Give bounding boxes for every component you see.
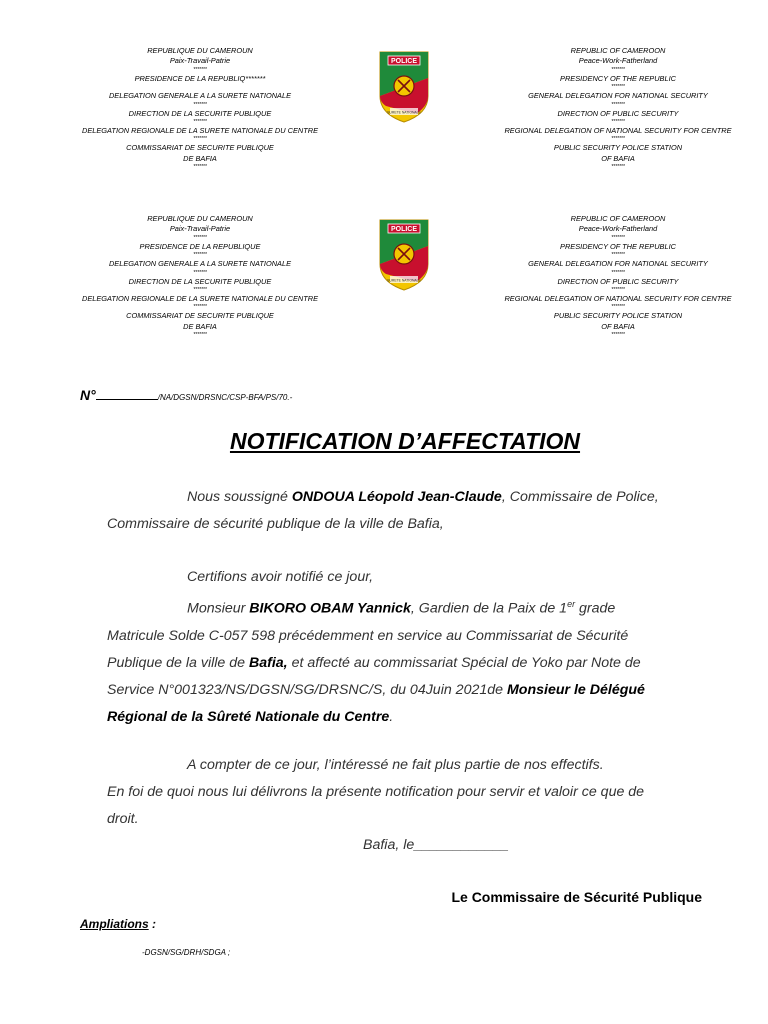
- text-run: Publique de la ville de: [107, 654, 249, 671]
- separator-stars: *******: [611, 119, 625, 126]
- body-line: En foi de quoi nous lui délivrons la présente notification pour servir et valoir ce que de: [107, 784, 645, 800]
- separator-stars: *******: [611, 269, 625, 276]
- motto-fr: Paix-Travail-Patrie: [169, 224, 231, 234]
- date-place-text: Bafia, le____________: [363, 837, 509, 853]
- commissioner-name: ONDOUA Léopold Jean-Claude: [291, 489, 502, 505]
- delegation-generale-fr: DELEGATION GENERALE A LA SURETE NATIONALE: [108, 91, 292, 101]
- superscript: er: [567, 599, 576, 609]
- body-line: Matricule Solde C-057 598 précédemment en service au Commissariat de Sécurité: [107, 627, 629, 644]
- direction-fr: DIRECTION DE LA SECURITE PUBLIQUE: [128, 276, 272, 286]
- commissariat-fr: COMMISSARIAT DE SECURITE PUBLIQUE: [126, 143, 274, 153]
- text-run: .: [389, 708, 394, 725]
- ampliation-recipient: -DGSN/SG/DRH/SDGA ;: [142, 948, 231, 957]
- reference-prefix: N°: [80, 387, 96, 403]
- body-line: droit.: [107, 811, 139, 827]
- commissariat-fr: COMMISSARIAT DE SECURITE PUBLIQUE: [126, 311, 274, 321]
- body-line: [107, 650, 702, 677]
- town-en: OF BAFIA: [601, 321, 635, 331]
- paragraph-certification: [107, 564, 702, 731]
- body-line: [107, 677, 702, 704]
- separator-stars: *******: [193, 101, 207, 108]
- text-run: Nous soussigné: [187, 489, 292, 505]
- delegate-title-bold: Régional de la Sûreté Nationale du Centre: [107, 708, 390, 725]
- text-run: , Gardien de la Paix de 1: [410, 600, 568, 617]
- regional-delegation-en: REGIONAL DELEGATION OF NATIONAL SECURITY FOR CENTRE: [504, 126, 732, 136]
- town-en: OF BAFIA: [601, 153, 635, 163]
- country-name-en: REPUBLIC OF CAMEROON: [570, 214, 666, 223]
- separator-stars: *******: [611, 252, 625, 259]
- body-line: A compter de ce jour, l’intéressé ne fait plus partie de nos effectifs.: [187, 757, 604, 773]
- direction-fr: DIRECTION DE LA SECURITE PUBLIQUE: [128, 108, 272, 118]
- body-line: [107, 484, 702, 511]
- separator-stars: *******: [611, 234, 625, 241]
- presidence-fr: PRESIDENCE DE LA REPUBLIQUE: [139, 241, 261, 251]
- motto-en: Peace-Work-Fatherland: [578, 56, 658, 66]
- separator-stars: *******: [611, 164, 625, 171]
- separator-stars: *******: [193, 332, 207, 339]
- body-line: [107, 591, 702, 623]
- country-name-fr: REPUBLIQUE DU CAMEROUN: [147, 214, 253, 223]
- header-english-column: [488, 214, 748, 339]
- regional-delegation-en: REGIONAL DELEGATION OF NATIONAL SECURITY FOR CENTRE: [504, 294, 732, 304]
- direction-en: DIRECTION OF PUBLIC SECURITY: [557, 276, 679, 286]
- presidency-en: PRESIDENCY OF THE REPUBLIC: [560, 241, 676, 251]
- police-emblem-icon: [376, 48, 432, 124]
- delegation-regionale-fr: DELEGATION REGIONALE DE LA SURETE NATIONALE DU CENTRE: [82, 294, 318, 304]
- separator-stars: *******: [193, 164, 207, 171]
- header-french-column: [70, 46, 330, 171]
- paragraph-undersigned: [107, 484, 702, 538]
- ville-fr: DE BAFIA: [183, 321, 217, 331]
- signatory-title: Le Commissaire de Sécurité Publique: [451, 889, 702, 905]
- station-en: PUBLIC SECURITY POLICE STATION: [553, 143, 683, 153]
- reference-number: [80, 387, 292, 405]
- separator-stars: *******: [193, 304, 207, 311]
- separator-stars: *******: [611, 287, 625, 294]
- text-run: Monsieur: [187, 600, 250, 617]
- text-run: grade: [575, 600, 616, 617]
- separator-stars: *******: [193, 287, 207, 294]
- separator-stars: *******: [193, 66, 207, 73]
- country-name-fr: REPUBLIQUE DU CAMEROUN: [147, 46, 253, 55]
- separator-stars: *******: [193, 119, 207, 126]
- emblem-police-text: POLICE: [390, 226, 418, 233]
- delegate-title-bold: Monsieur le Délégué: [506, 681, 645, 698]
- header-french-column: [70, 214, 330, 339]
- date-place-line: [363, 832, 663, 859]
- motto-en: Peace-Work-Fatherland: [578, 224, 658, 234]
- country-name-en: REPUBLIC OF CAMEROON: [570, 46, 666, 55]
- header-block-1: [0, 46, 768, 206]
- separator-stars: *******: [611, 332, 625, 339]
- motto-fr: Paix-Travail-Patrie: [169, 56, 231, 66]
- separator-stars: *******: [611, 136, 625, 143]
- separator-stars: *******: [193, 252, 207, 259]
- general-delegation-en: GENERAL DELEGATION FOR NATIONAL SECURITY: [528, 91, 708, 101]
- emblem-surete-text: SURETE NATIONALE: [387, 278, 421, 283]
- body-line: [107, 704, 702, 731]
- general-delegation-en: GENERAL DELEGATION FOR NATIONAL SECURITY: [528, 259, 708, 269]
- header-english-column: [488, 46, 748, 171]
- document-title: NOTIFICATION D’AFFECTATION: [229, 428, 581, 454]
- separator-stars: *******: [193, 234, 207, 241]
- reference-blank: [96, 389, 158, 400]
- presidence-fr: PRESIDENCE DE LA REPUBLIQ*******: [134, 73, 266, 83]
- reference-code: /NA/DGSN/DRSNC/CSP-BFA/PS/70.-: [157, 393, 293, 402]
- police-emblem-icon: [376, 216, 432, 292]
- separator-stars: *******: [611, 101, 625, 108]
- header-block-2: [0, 214, 768, 374]
- town-bold: Bafia,: [248, 654, 288, 671]
- separator-stars: *******: [611, 66, 625, 73]
- paragraph-closing: [107, 752, 702, 833]
- ampliations-heading: [80, 917, 156, 931]
- ampliations-label: Ampliations: [80, 917, 149, 931]
- delegation-regionale-fr: DELEGATION REGIONALE DE LA SURETE NATIONALE DU CENTRE: [82, 126, 318, 136]
- body-line: Commissaire de sécurité publique de la ville de Bafia,: [107, 516, 444, 532]
- delegation-generale-fr: DELEGATION GENERALE A LA SURETE NATIONALE: [108, 259, 292, 269]
- presidency-en: PRESIDENCY OF THE REPUBLIC: [560, 73, 676, 83]
- ville-fr: DE BAFIA: [183, 153, 217, 163]
- text-run: Service N°001323/NS/DGSN/SG/DRSNC/S, du 04Juin 2021de: [107, 681, 507, 698]
- separator-stars: *******: [611, 304, 625, 311]
- text-run: et affecté au commissariat Spécial de Yoko par Note de: [287, 654, 641, 671]
- direction-en: DIRECTION OF PUBLIC SECURITY: [557, 108, 679, 118]
- body-line: Certifions avoir notifié ce jour,: [187, 569, 374, 585]
- emblem-surete-text: SURETE NATIONALE: [387, 110, 421, 115]
- officer-name: BIKORO OBAM Yannick: [249, 600, 411, 617]
- station-en: PUBLIC SECURITY POLICE STATION: [553, 311, 683, 321]
- ampliations-colon: :: [148, 917, 157, 931]
- text-run: , Commissaire de Police,: [501, 489, 659, 505]
- separator-stars: *******: [611, 84, 625, 91]
- separator-stars: *******: [193, 269, 207, 276]
- emblem-police-text: POLICE: [390, 58, 418, 65]
- separator-stars: *******: [193, 136, 207, 143]
